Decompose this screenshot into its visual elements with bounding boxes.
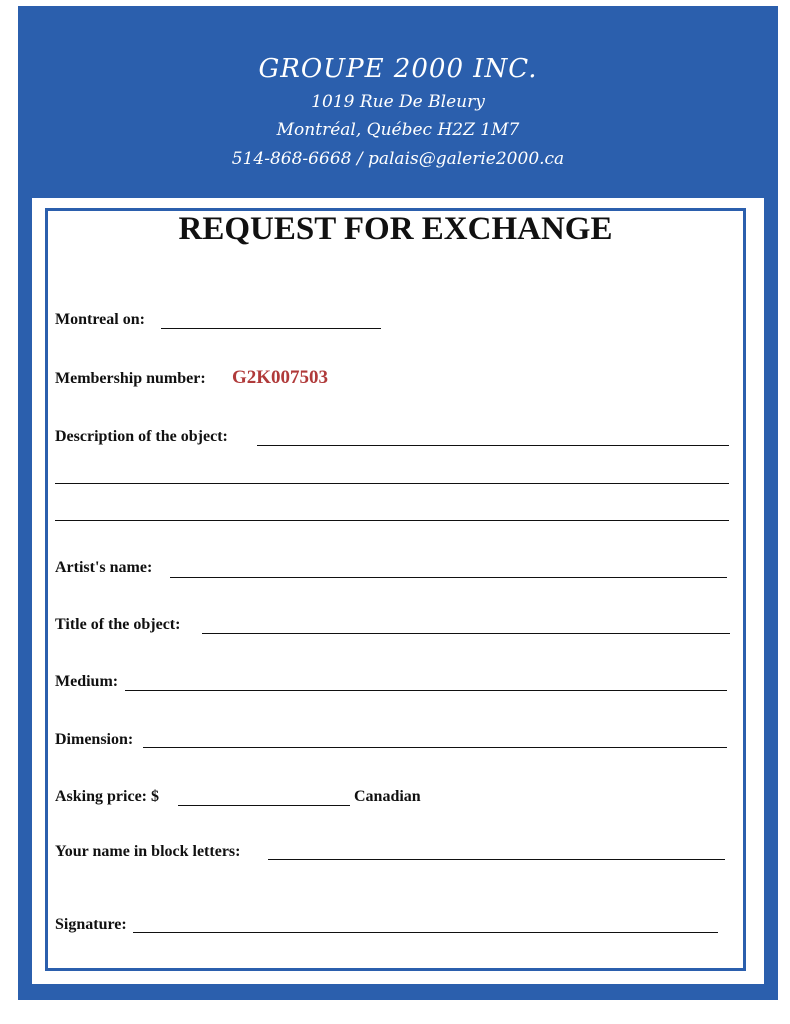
company-contact: 514-868-6668 / palais@galerie2000.ca xyxy=(231,149,565,169)
currency-label: Canadian xyxy=(354,788,421,805)
dimension-label: Dimension: xyxy=(55,731,134,748)
company-street: 1019 Rue De Bleury xyxy=(311,92,485,112)
dimension-field[interactable] xyxy=(143,747,727,748)
description-field-line-1[interactable] xyxy=(257,445,729,446)
form-title: REQUEST FOR EXCHANGE xyxy=(178,211,613,247)
description-label: Description of the object: xyxy=(55,428,228,445)
montreal-on-label: Montreal on: xyxy=(55,311,145,328)
artist-name-field[interactable] xyxy=(170,577,727,578)
your-name-label: Your name in block letters: xyxy=(55,843,241,860)
signature-field[interactable] xyxy=(133,932,718,933)
title-of-object-label: Title of the object: xyxy=(55,616,181,633)
asking-price-label: Asking price: $ xyxy=(55,788,159,805)
company-city: Montréal, Québec H2Z 1M7 xyxy=(276,120,520,140)
membership-number-label: Membership number: xyxy=(55,370,206,387)
your-name-field[interactable] xyxy=(268,859,725,860)
membership-number-value: G2K007503 xyxy=(232,367,329,388)
letterhead xyxy=(18,6,778,194)
description-field-line-3[interactable] xyxy=(55,520,729,521)
artist-name-label: Artist's name: xyxy=(55,559,153,576)
medium-label: Medium: xyxy=(55,673,119,690)
medium-field[interactable] xyxy=(125,690,727,691)
montreal-on-field[interactable] xyxy=(161,328,381,329)
title-of-object-field[interactable] xyxy=(202,633,730,634)
description-field-line-2[interactable] xyxy=(55,483,729,484)
asking-price-field[interactable] xyxy=(178,805,350,806)
signature-label: Signature: xyxy=(55,916,127,933)
company-name: GROUPE 2000 INC. xyxy=(258,54,538,84)
